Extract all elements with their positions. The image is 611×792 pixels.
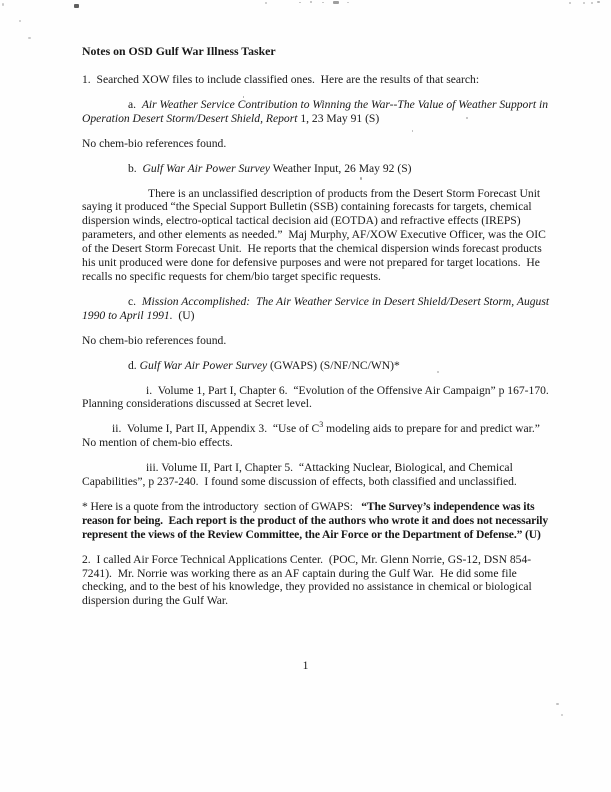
- item-d-title: d. Gulf War Air Power Survey (GWAPS) (S/NF/NC/WN)*: [128, 358, 400, 372]
- item-d-iii: iii. Volume II, Part I, Chapter 5. “Attacking Nuclear, Biological, and Chemical Capabilities”, p 237-240. I found some discussion of effects, both classified and unclassified.: [82, 461, 517, 489]
- para-b-description: There is an unclassified description of products from the Desert Storm Forecast Unit saying it produced “the Special Support Bulletin (SSB) containing forecasts for targets, chemical dispersion winds, electro-optical tactical decision aid (EOTDA) and refractive effects (IREPS) parameters, and other elements as needed.” Maj Murphy, AF/XOW Executive Officer, was the OIC of the Desert Storm Forecast Unit. He reports that the chemical dispersion winds forecast products his unit produced were done for defensive purposes and were not prepared for target locations. He recalls no specific requests for chem/bio target specific requests.: [82, 186, 549, 283]
- item-b-title: b. Gulf War Air Power Survey Weather Input, 26 May 92 (S): [128, 161, 412, 175]
- scan-speck: [310, 1, 312, 3]
- text-run: 3: [319, 420, 324, 430]
- scan-speck: [19, 20, 21, 22]
- footnote-gwaps-quote: * Here is a quote from the introductory section of GWAPS: “The Survey’s independence was its reason for being. Each report is the product of the authors who wrote it and does not necessarily represent the views of the Review Committee, the Air Force or the Department of Defense.” (U): [82, 499, 551, 541]
- scan-speck: [561, 714, 563, 716]
- scan-speck: [412, 130, 413, 132]
- item-c-title: c. Mission Accomplished: The Air Weather Service in Desert Shield/Desert Storm, August 1990 to April 1991. (U): [82, 294, 552, 322]
- para-2-aftac: 2. I called Air Force Technical Applications Center. (POC, Mr. Glenn Norrie, GS-12, DSN 854-7241). Mr. Norrie was working there as an AF captain during the Gulf War. He did some file checking, and to the best of his knowledge, they provided no assistance in chemical or biological dispersion during the Gulf War.: [82, 552, 535, 608]
- page-title: Notes on OSD Gulf War Illness Tasker: [82, 44, 276, 58]
- scan-speck: [74, 4, 79, 8]
- scan-speck: [437, 371, 439, 373]
- scan-speck: [265, 2, 267, 4]
- finding-a: No chem-bio references found.: [82, 136, 227, 150]
- text-run: “The Survey’s independence was its reason for being. Each report is the product of the authors who wrote it and does not necessarily represent the views of the Review Committee, the Air Force or the Department of Defense.” (U): [82, 499, 551, 541]
- paragraph-list: [82, 73, 556, 608]
- item-d-ii: ii. Volume I, Part II, Appendix 3. “Use of $C^3$ modeling aids to prepare for and predict war.” No mention of chem-bio effects.: [82, 420, 546, 450]
- scan-speck: [299, 2, 301, 3]
- scan-speck: [347, 2, 349, 3]
- item-d-i: i. Volume 1, Part I, Chapter 6. “Evolution of the Offensive Air Campaign” p 167-170. Planning considerations discussed at Secret level.: [82, 383, 555, 411]
- scan-speck: [466, 117, 468, 119]
- document-body: [82, 44, 556, 619]
- scan-speck: [597, 1, 600, 3]
- scan-speck: [591, 2, 593, 4]
- text-run: Mission Accomplished: The Air Weather Service in Desert Shield/Desert Storm, August 1990 to April 1991.: [82, 294, 552, 322]
- para-1-search: 1. Searched XOW files to include classified ones. Here are the results of that search:: [82, 73, 480, 86]
- scan-speck: [583, 2, 585, 4]
- scan-speck: [333, 1, 339, 4]
- text-run: Air Weather Service Contribution to Winning the War--The Value of Weather Support in Operation Desert Storm/Desert Shield, Report: [82, 97, 551, 125]
- text-run: Gulf War Air Power Survey: [139, 358, 268, 372]
- scan-speck: [360, 177, 362, 180]
- scan-speck: [28, 37, 31, 39]
- scan-speck: [556, 703, 559, 705]
- scan-speck: [322, 2, 324, 3]
- text-run: Gulf War Air Power Survey: [142, 161, 271, 175]
- scan-speck: [2, 3, 4, 6]
- finding-c: No chem-bio references found.: [82, 333, 227, 347]
- item-a-title: a. Air Weather Service Contribution to Winning the War--The Value of Weather Support in Operation Desert Storm/Desert Shield, Report 1, 23 May 91 (S): [82, 97, 551, 125]
- page-number: 1: [302, 659, 309, 672]
- scan-speck: [569, 2, 571, 4]
- scan-speck: [243, 96, 244, 98]
